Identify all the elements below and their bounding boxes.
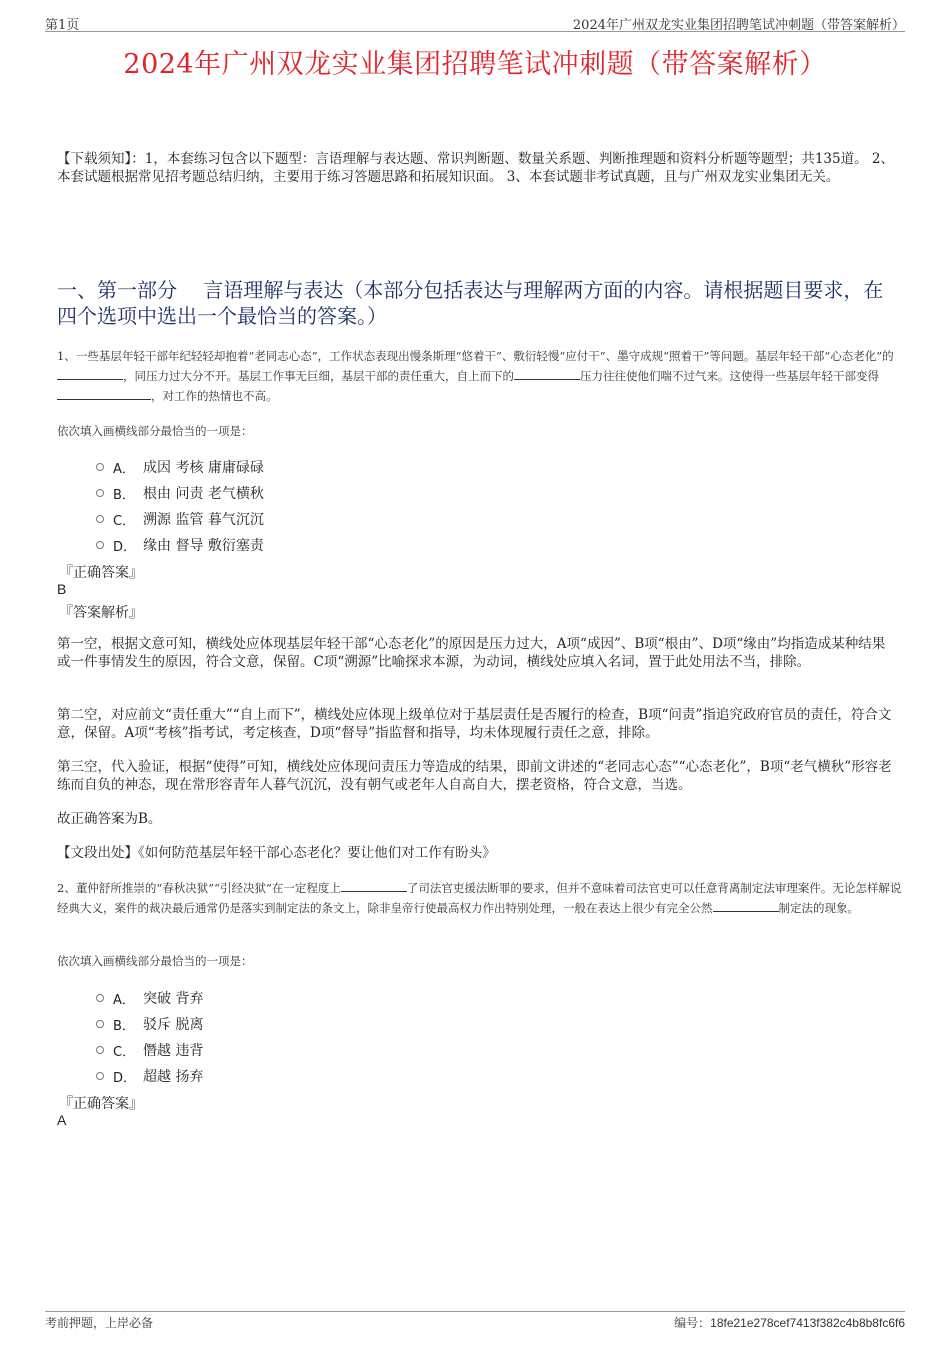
footer-divider <box>45 1311 905 1312</box>
question-1-option-d[interactable]: D． 缘由 督导 敷衍塞责 <box>96 535 264 555</box>
radio-icon[interactable] <box>96 515 104 523</box>
question-1-text: 1、一些基层年轻干部年纪轻轻却抱着“老同志心态”，工作状态表现出慢条斯理“悠着干”、敷衍轻慢“应付干”、墨守成规“照着干”等问题。基层年轻干部“心态老化”的，同压力过大分不开。基层工作事无巨细，基层干部的责任重大，自上而下的 压力往往使他们喘不过气来。这使得一些基层年轻干部变得，对工作的热情也不高。 <box>57 349 894 403</box>
question-1-source: 【文段出处】《如何防范基层年轻干部心态老化？要让他们对工作有盼头》 <box>57 845 496 861</box>
question-1-answer: B <box>57 581 67 597</box>
question-1-answer-label: 『正确答案』 <box>59 565 143 581</box>
question-2-prompt: 依次填入画横线部分最恰当的一项是： <box>57 954 253 968</box>
question-2-text: 2、董仲舒所推崇的“春秋决狱”“引经决狱”在一定程度上 了司法官吏援法断罪的要求，但并不意味着司法官吏可以任意背离制定法审理案件。无论怎样解说经典大义，案件的裁决最后通常仍是落实到制定法的条文上，除非皇帝行使最高权力作出特别处理，一般在表达上很少有完全公然 制定法的现象。 <box>57 881 902 915</box>
question-1-option-c[interactable]: C． 溯源 监管 暮气沉沉 <box>96 509 264 529</box>
blank-2 <box>713 901 779 912</box>
radio-icon[interactable] <box>96 1072 104 1080</box>
question-1-option-a[interactable]: A． 成因 考核 庸庸碌碌 <box>96 457 264 477</box>
question-2-answer-label: 『正确答案』 <box>59 1096 143 1112</box>
document-title: 2024年广州双龙实业集团招聘笔试冲刺题（带答案解析） <box>123 49 827 80</box>
question-2-answer: A <box>57 1112 67 1128</box>
footer-slogan: 考前押题，上岸必备 <box>45 1316 154 1330</box>
analysis-paragraph-3: 第三空，代入验证，根据“使得”可知，横线处应体现问责压力等造成的结果，即前文讲述的“老同志心态”“心态老化”，B项“老气横秋”形容老练而自负的神态，现在常形容青年人暮气沉沉，没有朝气或老年人自高自大，摆老资格，符合文意，当选。 <box>57 759 892 793</box>
header-divider <box>45 31 905 32</box>
question-1-analysis-label: 『答案解析』 <box>59 605 143 621</box>
analysis-paragraph-2: 第二空，对应前文“责任重大”“自上而下”，横线处应体现上级单位对于基层责任是否履行的检查，B项“问责”指追究政府官员的责任，符合文意，保留。A项“考核”指考试，考定核查，D项“督导”指监督和指导，均未体现履行责任之意，排除。 <box>57 707 892 741</box>
question-2-option-b[interactable]: B． 驳斥 脱离 <box>96 1014 203 1034</box>
question-1-prompt: 依次填入画横线部分最恰当的一项是： <box>57 424 253 438</box>
footer-code: 编号：18fe21e278cef7413f382c4b8b8fc6f6 <box>674 1316 905 1330</box>
question-2-option-d[interactable]: D． 超越 扬弃 <box>96 1066 203 1086</box>
question-2-option-a[interactable]: A． 突破 背弃 <box>96 988 203 1008</box>
radio-icon[interactable] <box>96 489 104 497</box>
radio-icon[interactable] <box>96 1020 104 1028</box>
analysis-paragraph-1: 第一空，根据文意可知，横线处应体现基层年轻干部“心态老化”的原因是压力过大，A项“成因”、B项“根由”、D项“缘由”均指造成某种结果或一件事情发生的原因，符合文意，保留。C项“溯源”比喻探求本源，为动词，横线处应填入名词，置于此处用法不当，排除。 <box>57 636 886 670</box>
header-doc-title: 2024年广州双龙实业集团招聘笔试冲刺题（带答案解析） <box>572 18 905 33</box>
radio-icon[interactable] <box>96 1046 104 1054</box>
question-1-option-b[interactable]: B． 根由 问责 老气横秋 <box>96 483 264 503</box>
page-number: 第1页 <box>45 18 80 33</box>
blank-3 <box>57 389 151 400</box>
question-2-option-c[interactable]: C． 僭越 违背 <box>96 1040 203 1060</box>
section-heading: 一、第一部分 言语理解与表达（本部分包括表达与理解两方面的内容。请根据题目要求，在四个选项中选出一个最恰当的答案。） <box>57 278 884 328</box>
blank-1 <box>341 881 407 892</box>
blank-2 <box>514 369 580 380</box>
radio-icon[interactable] <box>96 463 104 471</box>
radio-icon[interactable] <box>96 994 104 1002</box>
blank-1 <box>57 369 123 380</box>
analysis-conclusion: 故正确答案为B。 <box>57 811 162 827</box>
radio-icon[interactable] <box>96 541 104 549</box>
download-notice: 【下载须知】：1，本套练习包含以下题型：言语理解与表达题、常识判断题、数量关系题、判断推理题和资料分析题等题型；共135道。 2、本套试题根据常见招考题总结归纳，主要用于练习答题思路和拓展知识面。 3、本套试题非考试真题，且与广州双龙实业集团无关。 <box>57 151 894 185</box>
